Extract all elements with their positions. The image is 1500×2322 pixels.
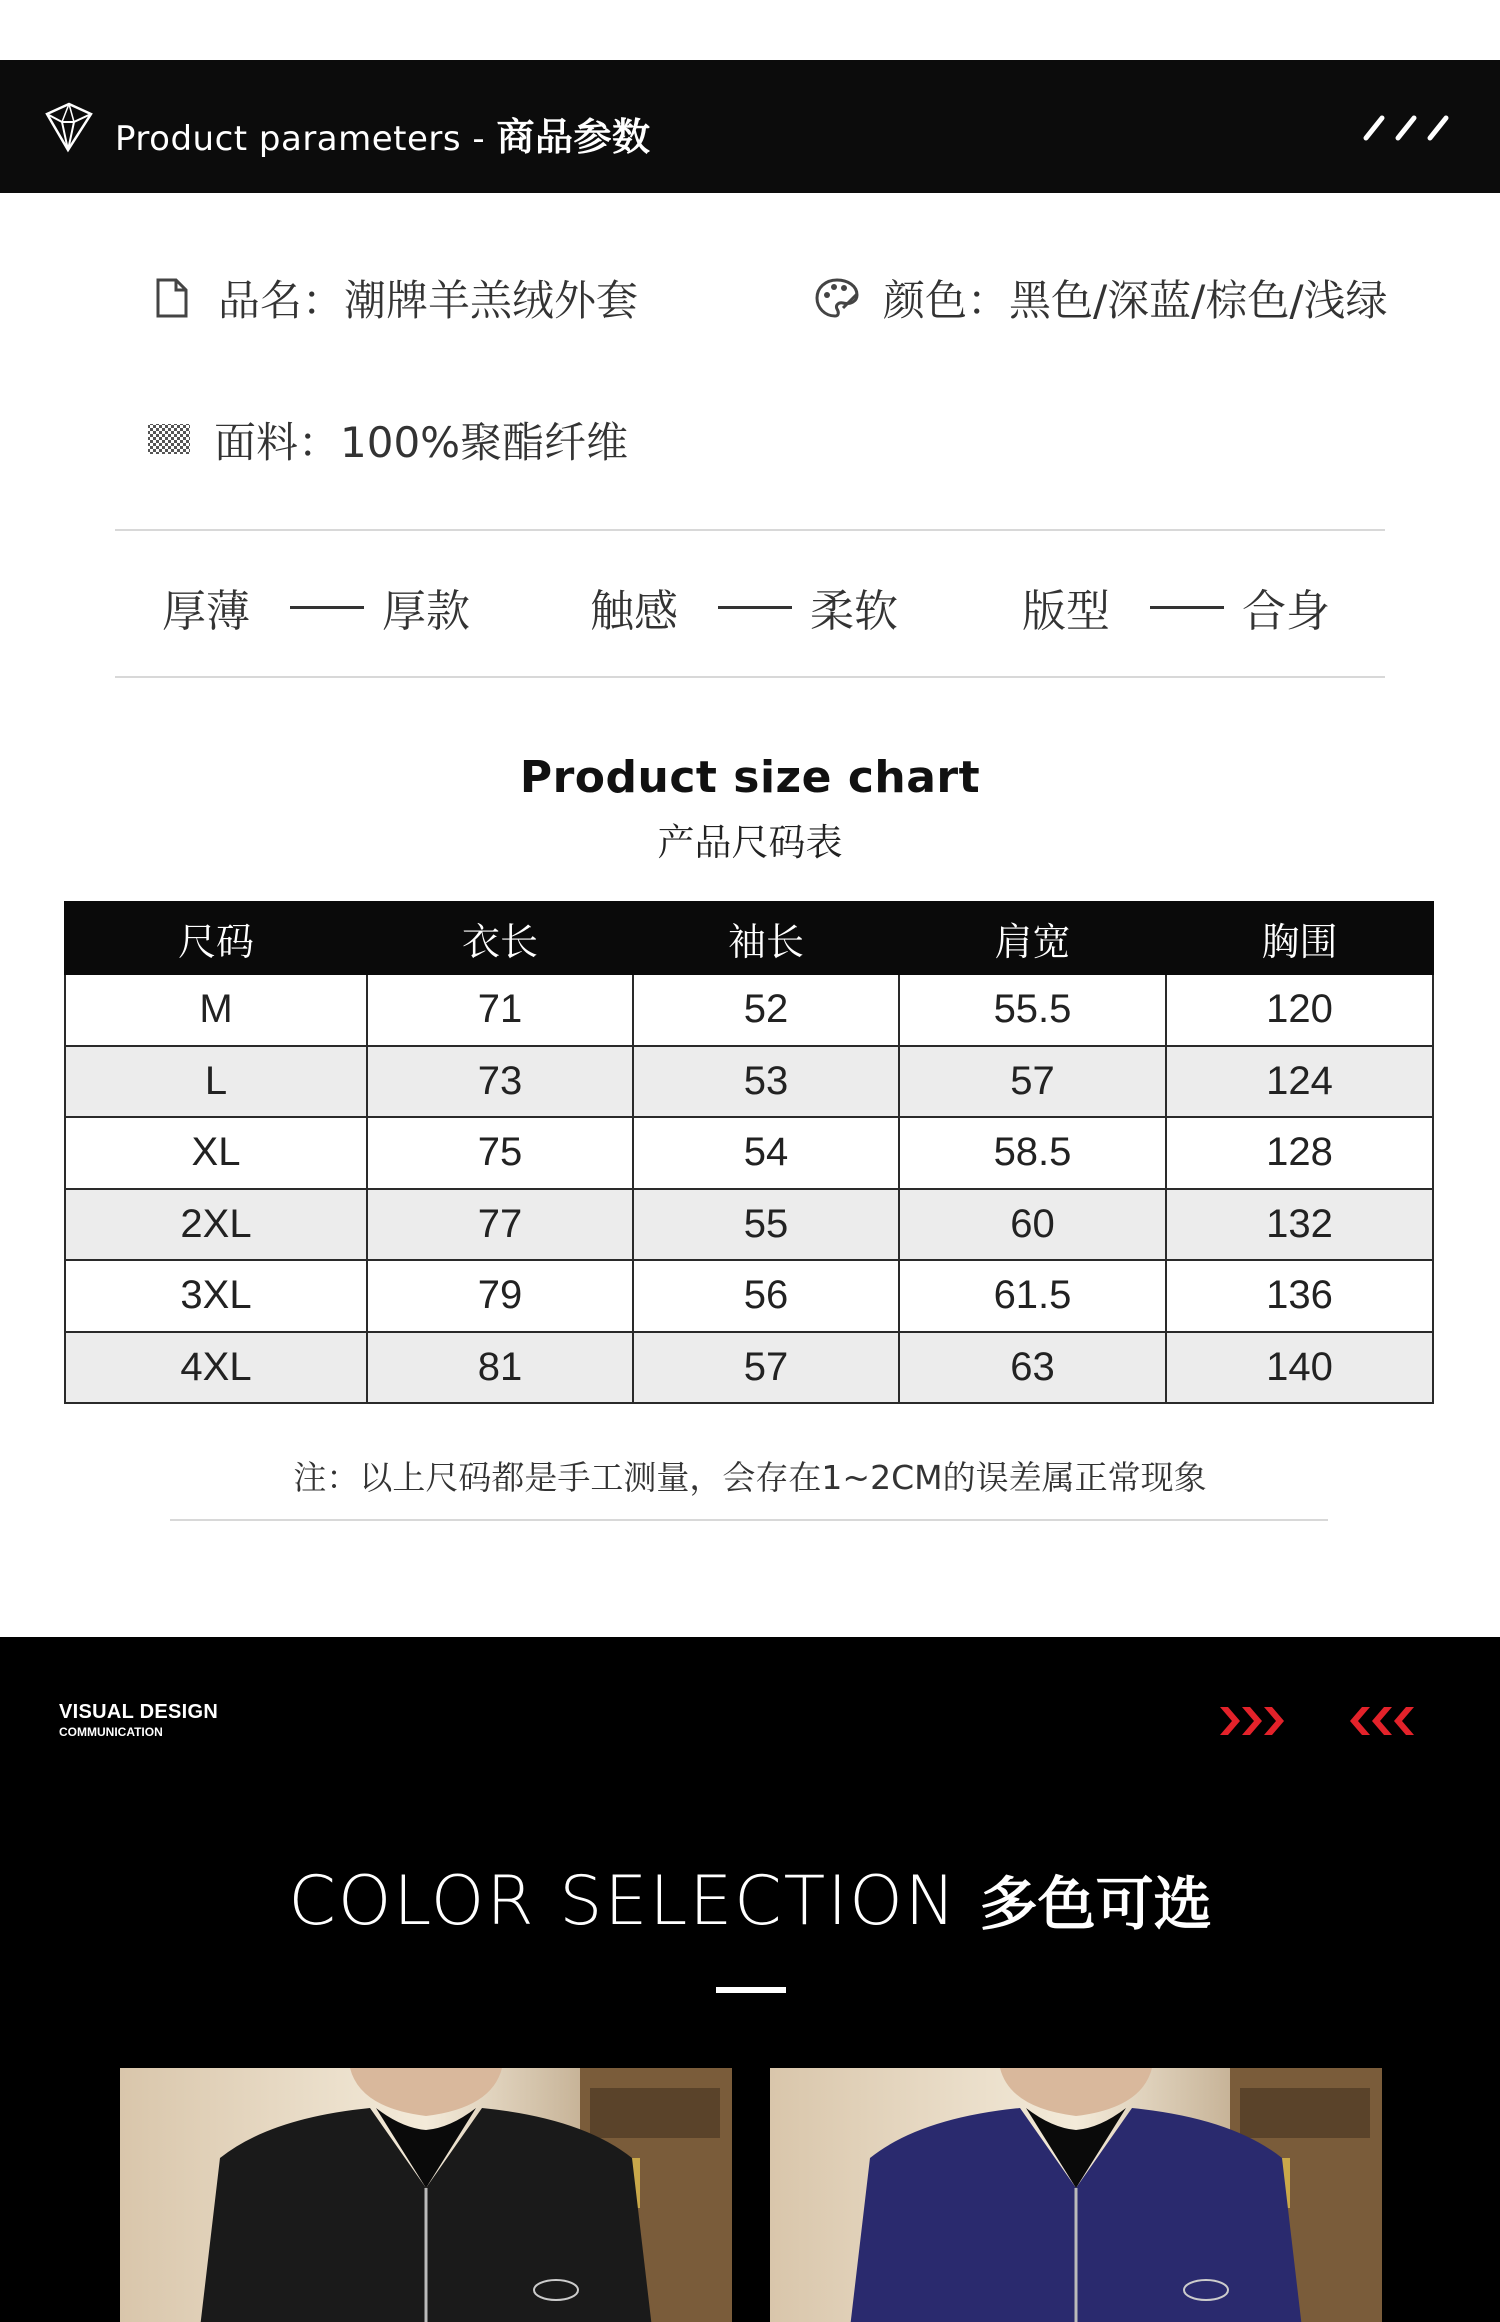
column-header: 肩宽 <box>899 902 1166 974</box>
table-cell: 120 <box>1166 974 1433 1046</box>
divider <box>115 676 1385 678</box>
table-row <box>65 1189 1433 1261</box>
table-cell: 71 <box>367 974 633 1046</box>
table-cell: 124 <box>1166 1046 1433 1118</box>
table-cell: 60 <box>899 1189 1166 1261</box>
table-row <box>65 1046 1433 1118</box>
color-selection-title-en: COLOR SELECTION <box>288 1862 958 1941</box>
table-cell: 132 <box>1166 1189 1433 1261</box>
table-cell: 56 <box>633 1260 899 1332</box>
feature-touch <box>590 575 898 639</box>
table-cell: 57 <box>899 1046 1166 1118</box>
table-cell: 52 <box>633 974 899 1046</box>
feature-value: 厚款 <box>382 586 470 637</box>
table-cell: 3XL <box>65 1260 367 1332</box>
feature-label: 触感 <box>590 586 678 637</box>
feature-label: 厚薄 <box>162 586 250 637</box>
size-table <box>64 901 1434 1404</box>
column-header: 胸围 <box>1166 902 1433 974</box>
table-cell: 2XL <box>65 1189 367 1261</box>
feature-dash <box>1150 606 1224 609</box>
header-bar <box>0 60 1500 193</box>
table-cell: 58.5 <box>899 1117 1166 1189</box>
feature-fit <box>1022 575 1330 639</box>
param-color <box>813 268 1387 328</box>
table-row <box>65 1117 1433 1189</box>
color-selection-title-zh: 多色可选 <box>979 1870 1212 1938</box>
brand-title: VISUAL DESIGN <box>59 1701 219 1723</box>
table-cell: 55 <box>633 1189 899 1261</box>
feature-label: 版型 <box>1022 586 1110 637</box>
size-table-header-row <box>65 902 1433 974</box>
product-photo-black[interactable] <box>120 2068 732 2322</box>
feature-thickness <box>162 575 470 639</box>
feature-dash <box>290 606 364 609</box>
param-name <box>148 268 638 328</box>
fabric-texture-icon <box>144 416 192 464</box>
product-photo-navy[interactable] <box>770 2068 1382 2322</box>
table-cell: XL <box>65 1117 367 1189</box>
header-title-zh: 商品参数 <box>496 115 651 159</box>
table-cell: 128 <box>1166 1117 1433 1189</box>
table-row <box>65 1260 1433 1332</box>
color-selection-title <box>0 1857 1500 1941</box>
table-row <box>65 1332 1433 1404</box>
table-cell: 63 <box>899 1332 1166 1404</box>
table-cell: L <box>65 1046 367 1118</box>
table-cell: 73 <box>367 1046 633 1118</box>
param-fabric <box>144 410 628 470</box>
param-fabric-value: 100%聚酯纤维 <box>340 418 629 467</box>
column-header: 袖长 <box>633 902 899 974</box>
table-row <box>65 974 1433 1046</box>
title-underline <box>716 1987 786 1993</box>
table-cell: 77 <box>367 1189 633 1261</box>
header-title-en: Product parameters - <box>115 119 486 159</box>
table-cell: 75 <box>367 1117 633 1189</box>
triple-slash-icon <box>1362 112 1454 142</box>
document-icon <box>148 274 196 322</box>
red-chevrons-icon <box>1220 1703 1426 1739</box>
table-cell: 57 <box>633 1332 899 1404</box>
column-header: 尺码 <box>65 902 367 974</box>
size-chart-title-en: Product size chart <box>519 752 981 803</box>
param-fabric-label: 面料： <box>214 418 341 467</box>
feature-value: 柔软 <box>810 586 898 637</box>
param-color-label: 颜色： <box>883 276 1010 325</box>
divider <box>170 1519 1328 1521</box>
param-name-value: 潮牌羊羔绒外套 <box>344 276 639 325</box>
table-cell: 140 <box>1166 1332 1433 1404</box>
table-cell: 61.5 <box>899 1260 1166 1332</box>
color-selection-section <box>0 1637 1500 2322</box>
size-chart-title-zh: 产品尺码表 <box>657 821 843 864</box>
feature-value: 合身 <box>1242 586 1330 637</box>
diamond-logo-icon <box>42 100 96 154</box>
brand-subtitle: COMMUNICATION <box>59 1725 163 1739</box>
table-cell: M <box>65 974 367 1046</box>
feature-dash <box>718 606 792 609</box>
table-cell: 53 <box>633 1046 899 1118</box>
column-header: 衣长 <box>367 902 633 974</box>
size-note: 注：以上尺码都是手工测量，会存在1~2CM的误差属正常现象 <box>293 1458 1207 1497</box>
table-cell: 4XL <box>65 1332 367 1404</box>
table-cell: 136 <box>1166 1260 1433 1332</box>
param-name-label: 品名： <box>218 276 345 325</box>
table-cell: 81 <box>367 1332 633 1404</box>
header-title <box>115 106 651 161</box>
divider <box>115 529 1385 531</box>
table-cell: 55.5 <box>899 974 1166 1046</box>
table-cell: 79 <box>367 1260 633 1332</box>
palette-icon <box>813 274 861 322</box>
table-cell: 54 <box>633 1117 899 1189</box>
param-color-value: 黑色/深蓝/棕色/浅绿 <box>1009 276 1388 325</box>
